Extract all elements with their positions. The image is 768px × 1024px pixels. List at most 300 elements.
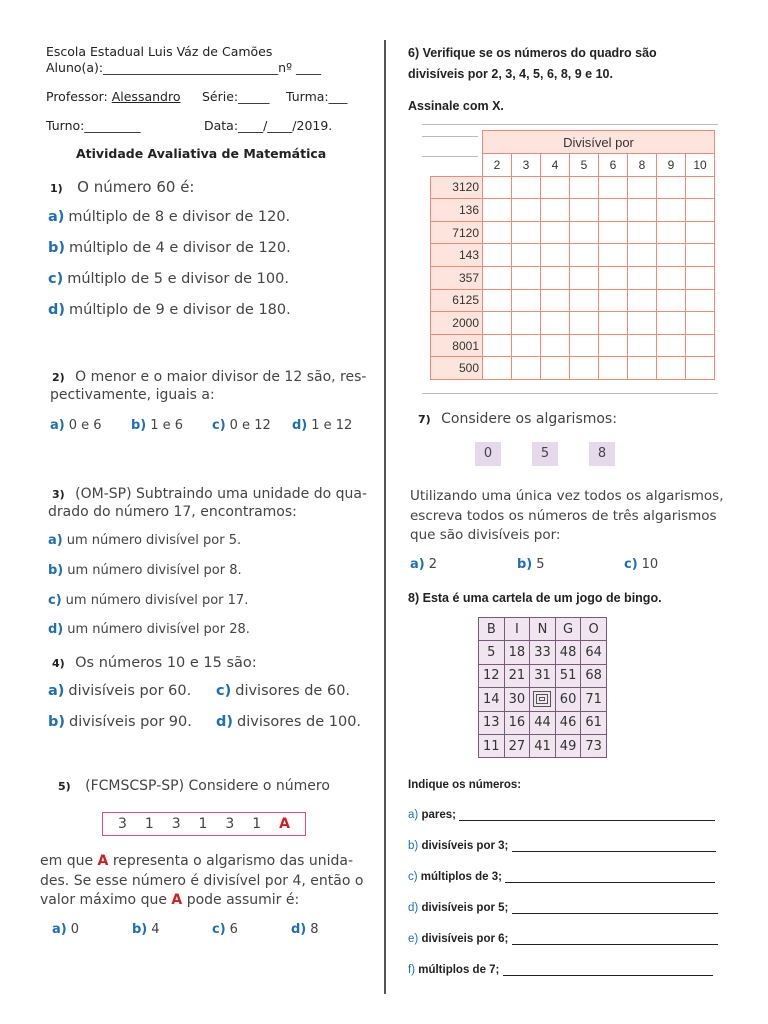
check-cell[interactable]: [512, 244, 541, 267]
question-6-line-2: divisíveis por 2, 3, 4, 5, 6, 8, 9 e 10.: [408, 67, 613, 81]
item-text: divisíveis por 5;: [421, 902, 509, 914]
q3-option-a-text: um número divisível por 5.: [66, 533, 242, 548]
check-cell[interactable]: [599, 266, 628, 289]
row-number: 8001: [431, 334, 483, 357]
answer-line-b[interactable]: [408, 840, 716, 852]
school-name: Escola Estadual Luis Váz de Camões: [46, 44, 273, 59]
q2-option-b-letter: b): [131, 418, 147, 433]
q5-option-c-letter: c): [212, 922, 226, 937]
q4-option-b[interactable]: [48, 714, 192, 730]
q5-option-b[interactable]: [132, 922, 160, 937]
bingo-cell: 12: [479, 664, 505, 687]
grade-line: _____: [238, 89, 270, 104]
q5-option-d[interactable]: [291, 922, 319, 937]
bingo-cell: 71: [581, 688, 607, 711]
check-cell[interactable]: [512, 221, 541, 244]
check-cell[interactable]: [599, 176, 628, 199]
check-cell[interactable]: [657, 266, 686, 289]
row-number: 3120: [431, 176, 483, 199]
question-7-line-1: Utilizando uma única vez todos os algarismos,: [410, 488, 724, 504]
q3-option-c-letter: c): [48, 593, 62, 608]
divisor-header: 8: [628, 154, 657, 177]
check-cell[interactable]: [541, 199, 570, 222]
check-cell[interactable]: [570, 334, 599, 357]
class-line: ___: [328, 89, 348, 104]
question-4-number: 4): [52, 657, 65, 670]
q2-option-c[interactable]: [212, 418, 271, 433]
item-text: múltiplos de 3;: [420, 871, 502, 883]
q1-option-a-text: múltiplo de 8 e divisor de 120.: [68, 209, 291, 225]
q5-a-highlight: A: [97, 853, 109, 869]
q7-option-c-letter: c): [624, 557, 638, 572]
answer-line-c[interactable]: [408, 871, 715, 883]
check-cell[interactable]: [570, 312, 599, 335]
q1-option-b[interactable]: [48, 240, 291, 256]
bingo-cell: 60: [555, 688, 581, 711]
bingo-cell: 5: [479, 641, 505, 664]
check-cell[interactable]: [686, 244, 715, 267]
question-7: [418, 410, 617, 428]
question-4-text: Os números 10 e 15 são:: [75, 655, 257, 671]
question-6-line-3: Assinale com X.: [408, 99, 504, 113]
check-cell[interactable]: [686, 357, 715, 380]
q4-option-a-letter: a): [48, 683, 65, 699]
q5-text-part: valor máximo que: [40, 892, 172, 908]
item-text: divisíveis por 3;: [421, 840, 509, 852]
bingo-cell: 33: [530, 641, 556, 664]
check-cell[interactable]: [686, 221, 715, 244]
answer-line-e[interactable]: [408, 933, 718, 945]
check-cell[interactable]: [512, 334, 541, 357]
question-7-line-2: escreva todos os números de três algarismos: [410, 508, 717, 524]
q5-option-c[interactable]: [212, 922, 238, 937]
item-letter: e): [408, 933, 419, 945]
question-2: [52, 368, 366, 386]
question-8-number: 8): [408, 591, 420, 605]
check-cell[interactable]: [483, 357, 512, 380]
q4-option-b-letter: b): [48, 714, 66, 730]
q1-option-d-text: múltiplo de 9 e divisor de 180.: [69, 302, 291, 318]
q3-option-d-text: um número divisível por 28.: [67, 622, 250, 637]
item-text: pares;: [421, 809, 456, 821]
free-space-icon: [533, 691, 551, 707]
teacher-label: Professor:: [46, 89, 108, 104]
q5-option-b-text: 4: [151, 922, 160, 937]
table-row: [431, 334, 715, 357]
digit-card: 5: [532, 442, 558, 466]
q4-option-d-letter: d): [216, 714, 234, 730]
bingo-cell: 18: [504, 641, 530, 664]
digit: 3: [171, 816, 181, 832]
question-3-line-2: drado do número 17, encontramos:: [48, 504, 297, 520]
q1-option-c-letter: c): [48, 271, 64, 287]
bingo-cell: 64: [581, 641, 607, 664]
q5-text-part: pode assumir é:: [182, 892, 300, 908]
student-line: ____________________________: [103, 60, 279, 75]
q4-option-c-text: divisores de 60.: [235, 683, 351, 699]
answer-underline[interactable]: [459, 819, 715, 821]
check-cell[interactable]: [541, 334, 570, 357]
q2-option-c-text: 0 e 12: [229, 418, 271, 433]
q1-option-d-letter: d): [48, 302, 66, 318]
class-label: Turma:: [286, 89, 329, 104]
item-text: múltiplos de 7;: [418, 964, 500, 976]
check-cell[interactable]: [686, 176, 715, 199]
check-cell[interactable]: [570, 176, 599, 199]
row-number: 136: [431, 199, 483, 222]
number-line: ____: [295, 60, 321, 75]
check-cell[interactable]: [483, 244, 512, 267]
table-row: [431, 312, 715, 335]
question-6-number: 6): [408, 46, 420, 60]
q3-option-b-letter: b): [48, 563, 64, 578]
row-number: 7120: [431, 221, 483, 244]
check-cell[interactable]: [628, 199, 657, 222]
digit: 3: [117, 816, 127, 832]
check-cell[interactable]: [599, 357, 628, 380]
q4-option-d-text: divisores de 100.: [237, 714, 362, 730]
check-cell[interactable]: [541, 266, 570, 289]
teacher-field: [46, 89, 181, 104]
grade-label: Série:: [202, 89, 239, 104]
question-2-line-1: O menor e o maior divisor de 12 são, res-: [75, 369, 367, 385]
check-cell[interactable]: [570, 221, 599, 244]
row-number: 500: [431, 357, 483, 380]
bingo-cell: 27: [504, 734, 530, 757]
question-3-number: 3): [52, 488, 65, 501]
check-cell[interactable]: [512, 266, 541, 289]
table-corner: [431, 131, 483, 154]
q2-option-b[interactable]: [131, 418, 183, 433]
bingo-cell: 49: [555, 734, 581, 757]
check-cell[interactable]: [657, 244, 686, 267]
check-cell[interactable]: [483, 334, 512, 357]
q7-option-c-text: 10: [641, 557, 659, 572]
table-row: [431, 176, 715, 199]
divisor-header: 4: [541, 154, 570, 177]
digit: 1: [144, 816, 154, 832]
bingo-cell: 14: [479, 688, 505, 711]
item-letter: c): [408, 871, 418, 883]
check-cell[interactable]: [541, 312, 570, 335]
q7-option-c[interactable]: [624, 557, 658, 572]
q3-option-c-text: um número divisível por 17.: [65, 593, 249, 608]
check-cell[interactable]: [483, 312, 512, 335]
q5-option-d-text: 8: [310, 922, 319, 937]
q7-option-a[interactable]: [410, 557, 437, 572]
table-row: [431, 244, 715, 267]
check-cell[interactable]: [686, 266, 715, 289]
q2-option-b-text: 1 e 6: [150, 418, 184, 433]
column-divider: [384, 40, 386, 994]
q3-option-b-text: um número divisível por 8.: [67, 563, 242, 578]
check-cell[interactable]: [686, 289, 715, 312]
q4-option-c-letter: c): [216, 683, 232, 699]
q3-option-a[interactable]: [48, 533, 241, 548]
item-letter: a): [408, 809, 419, 821]
question-4: [52, 654, 257, 672]
table-row: [431, 221, 715, 244]
check-cell[interactable]: [570, 244, 599, 267]
check-cell[interactable]: [483, 176, 512, 199]
check-cell[interactable]: [512, 289, 541, 312]
digit: 1: [252, 816, 262, 832]
digit: 3: [225, 816, 235, 832]
check-cell[interactable]: [541, 289, 570, 312]
check-cell[interactable]: [628, 289, 657, 312]
check-cell[interactable]: [657, 312, 686, 335]
bingo-cell: 51: [555, 664, 581, 687]
q2-option-d[interactable]: [292, 418, 352, 433]
question-2-number: 2): [52, 371, 65, 384]
table-row: [431, 289, 715, 312]
check-cell[interactable]: [512, 176, 541, 199]
answer-line-d[interactable]: [408, 902, 718, 914]
question-8-text: Esta é uma cartela de um jogo de bingo.: [422, 591, 662, 605]
q5-text-part: representa o algarismo das unida-: [108, 853, 354, 869]
check-cell[interactable]: [657, 357, 686, 380]
check-cell[interactable]: [599, 334, 628, 357]
bingo-cell: 68: [581, 664, 607, 687]
q4-option-d[interactable]: [216, 714, 361, 730]
row-number: 143: [431, 244, 483, 267]
divisor-header: 3: [512, 154, 541, 177]
question-5-line-3: [40, 892, 299, 908]
question-8: [408, 591, 662, 605]
question-7-line-3: que são divisíveis por:: [410, 527, 561, 543]
table-row: [431, 266, 715, 289]
q2-option-c-letter: c): [212, 418, 226, 433]
q4-option-a[interactable]: [48, 683, 191, 699]
check-cell[interactable]: [570, 266, 599, 289]
number-label: nº: [278, 60, 292, 75]
date-label: Data:: [204, 118, 239, 133]
digit: 1: [198, 816, 208, 832]
q5-option-a[interactable]: [52, 922, 79, 937]
question-1: [50, 178, 195, 197]
bingo-cell: 41: [530, 734, 556, 757]
question-7-text: Considere os algarismos:: [441, 411, 617, 427]
class-field[interactable]: [286, 89, 347, 104]
item-letter: f): [408, 964, 416, 976]
bingo-header-cell: G: [555, 618, 581, 641]
bingo-header-cell: B: [479, 618, 505, 641]
bingo-cell: 44: [530, 711, 556, 734]
q2-option-a[interactable]: [50, 418, 102, 433]
check-cell[interactable]: [628, 266, 657, 289]
bingo-cell: 21: [504, 664, 530, 687]
q2-option-d-letter: d): [292, 418, 308, 433]
q1-option-b-letter: b): [48, 240, 66, 256]
q2-option-a-text: 0 e 6: [68, 418, 102, 433]
check-cell[interactable]: [599, 244, 628, 267]
check-cell[interactable]: [657, 199, 686, 222]
check-cell[interactable]: [512, 357, 541, 380]
student-name-field[interactable]: [46, 60, 321, 75]
question-6-line-1: [408, 46, 657, 60]
check-cell[interactable]: [570, 289, 599, 312]
check-cell[interactable]: [628, 357, 657, 380]
item-letter: b): [408, 840, 419, 852]
bingo-header-cell: I: [504, 618, 530, 641]
q4-option-b-text: divisíveis por 90.: [69, 714, 192, 730]
ruled-line: [422, 124, 718, 125]
number-box: [102, 812, 306, 836]
check-cell[interactable]: [483, 289, 512, 312]
q1-option-c[interactable]: [48, 271, 289, 287]
q7-option-b[interactable]: [517, 557, 545, 572]
q5-option-b-letter: b): [132, 922, 148, 937]
check-cell[interactable]: [657, 176, 686, 199]
student-label: Aluno(a):: [46, 60, 104, 75]
bingo-card: [478, 617, 607, 758]
table-corner: [431, 154, 483, 177]
check-cell[interactable]: [541, 357, 570, 380]
bingo-cell: 13: [479, 711, 505, 734]
bingo-free-cell: [530, 688, 556, 711]
q5-option-c-text: 6: [229, 922, 238, 937]
check-cell[interactable]: [570, 199, 599, 222]
question-3-line-1: (OM-SP) Subtraindo uma unidade do qua-: [75, 486, 368, 502]
row-number: 2000: [431, 312, 483, 335]
answer-underline[interactable]: [512, 943, 718, 945]
item-letter: d): [408, 902, 419, 914]
row-number: 357: [431, 266, 483, 289]
digit-card: 8: [589, 442, 615, 466]
q3-option-d-letter: d): [48, 622, 64, 637]
table-row: [431, 357, 715, 380]
date-field[interactable]: [204, 118, 332, 133]
q2-option-d-text: 1 e 12: [311, 418, 353, 433]
question-5-line-2: des. Se esse número é divisível por 4, então o: [40, 873, 364, 889]
check-cell[interactable]: [512, 312, 541, 335]
q5-a-highlight: A: [171, 892, 183, 908]
check-cell[interactable]: [686, 199, 715, 222]
q4-option-c[interactable]: [216, 683, 350, 699]
worksheet-title: Atividade Avaliativa de Matemática: [76, 146, 327, 161]
q1-option-c-text: múltiplo de 5 e divisor de 100.: [67, 271, 289, 287]
question-5-line-1: [40, 853, 353, 869]
shift-label: Turno:: [46, 118, 85, 133]
q7-option-a-letter: a): [410, 557, 425, 572]
check-cell[interactable]: [686, 334, 715, 357]
bingo-cell: 16: [504, 711, 530, 734]
check-cell[interactable]: [628, 244, 657, 267]
question-5: [58, 777, 330, 795]
question-1-number: 1): [50, 182, 63, 195]
q4-option-a-text: divisíveis por 60.: [68, 683, 192, 699]
digit-card: 0: [475, 442, 501, 466]
check-cell[interactable]: [628, 221, 657, 244]
q5-text-part: em que: [40, 853, 98, 869]
divisor-header: 6: [599, 154, 628, 177]
divisor-header: 10: [686, 154, 715, 177]
q3-option-b[interactable]: [48, 563, 242, 578]
shift-field[interactable]: [46, 118, 141, 133]
q5-option-a-text: 0: [70, 922, 79, 937]
q5-option-a-letter: a): [52, 922, 67, 937]
row-number: 6125: [431, 289, 483, 312]
question-6-text: Verifique se os números do quadro são: [422, 46, 657, 60]
ruled-line: [422, 393, 718, 394]
check-cell[interactable]: [541, 221, 570, 244]
digit-a: A: [279, 816, 290, 832]
answer-underline[interactable]: [505, 881, 715, 883]
check-cell[interactable]: [599, 289, 628, 312]
teacher-name: Alessandro: [111, 89, 181, 104]
check-cell[interactable]: [599, 221, 628, 244]
question-1-text: O número 60 é:: [77, 178, 195, 196]
check-cell[interactable]: [599, 312, 628, 335]
question-5-number: 5): [58, 780, 71, 793]
bingo-cell: 48: [555, 641, 581, 664]
check-cell[interactable]: [686, 312, 715, 335]
check-cell[interactable]: [657, 221, 686, 244]
check-cell[interactable]: [628, 176, 657, 199]
q1-option-d[interactable]: [48, 302, 291, 318]
date-value: ____/____/2019.: [238, 118, 333, 133]
q7-option-b-text: 5: [536, 557, 545, 572]
answer-line-f[interactable]: [408, 964, 713, 976]
divisor-header: 5: [570, 154, 599, 177]
q7-option-b-letter: b): [517, 557, 533, 572]
bingo-cell: 61: [581, 711, 607, 734]
table-row: [431, 199, 715, 222]
q1-option-a[interactable]: [48, 209, 290, 225]
q5-option-d-letter: d): [291, 922, 307, 937]
check-cell[interactable]: [541, 176, 570, 199]
question-3: [52, 485, 367, 503]
divisor-header: 2: [483, 154, 512, 177]
check-cell[interactable]: [599, 199, 628, 222]
check-cell[interactable]: [483, 266, 512, 289]
q1-option-a-letter: a): [48, 209, 65, 225]
q3-option-d[interactable]: [48, 622, 250, 637]
check-cell[interactable]: [657, 334, 686, 357]
answer-underline[interactable]: [512, 850, 716, 852]
check-cell[interactable]: [628, 334, 657, 357]
answer-underline[interactable]: [512, 912, 718, 914]
bingo-header-cell: O: [581, 618, 607, 641]
check-cell[interactable]: [628, 312, 657, 335]
bingo-cell: 11: [479, 734, 505, 757]
bingo-cell: 31: [530, 664, 556, 687]
check-cell[interactable]: [483, 221, 512, 244]
check-cell[interactable]: [512, 199, 541, 222]
question-5-text: (FCMSCSP-SP) Considere o número: [85, 778, 330, 794]
divisor-header: 9: [657, 154, 686, 177]
q2-option-a-letter: a): [50, 418, 65, 433]
item-text: divisíveis por 6;: [421, 933, 509, 945]
table-header-title: Divisível por: [483, 131, 715, 154]
check-cell[interactable]: [570, 357, 599, 380]
check-cell[interactable]: [657, 289, 686, 312]
answer-line-a[interactable]: [408, 809, 715, 821]
bingo-cell: 73: [581, 734, 607, 757]
divisibility-table: [430, 130, 715, 380]
check-cell[interactable]: [541, 244, 570, 267]
q3-option-c[interactable]: [48, 593, 248, 608]
bingo-header-cell: N: [530, 618, 556, 641]
q7-option-a-text: 2: [428, 557, 437, 572]
q3-option-a-letter: a): [48, 533, 63, 548]
grade-field[interactable]: [202, 89, 269, 104]
q1-option-b-text: múltiplo de 4 e divisor de 120.: [69, 240, 291, 256]
check-cell[interactable]: [483, 199, 512, 222]
answer-underline[interactable]: [503, 974, 713, 976]
bingo-cell: 30: [504, 688, 530, 711]
question-2-line-2: pectivamente, iguais a:: [50, 387, 215, 403]
